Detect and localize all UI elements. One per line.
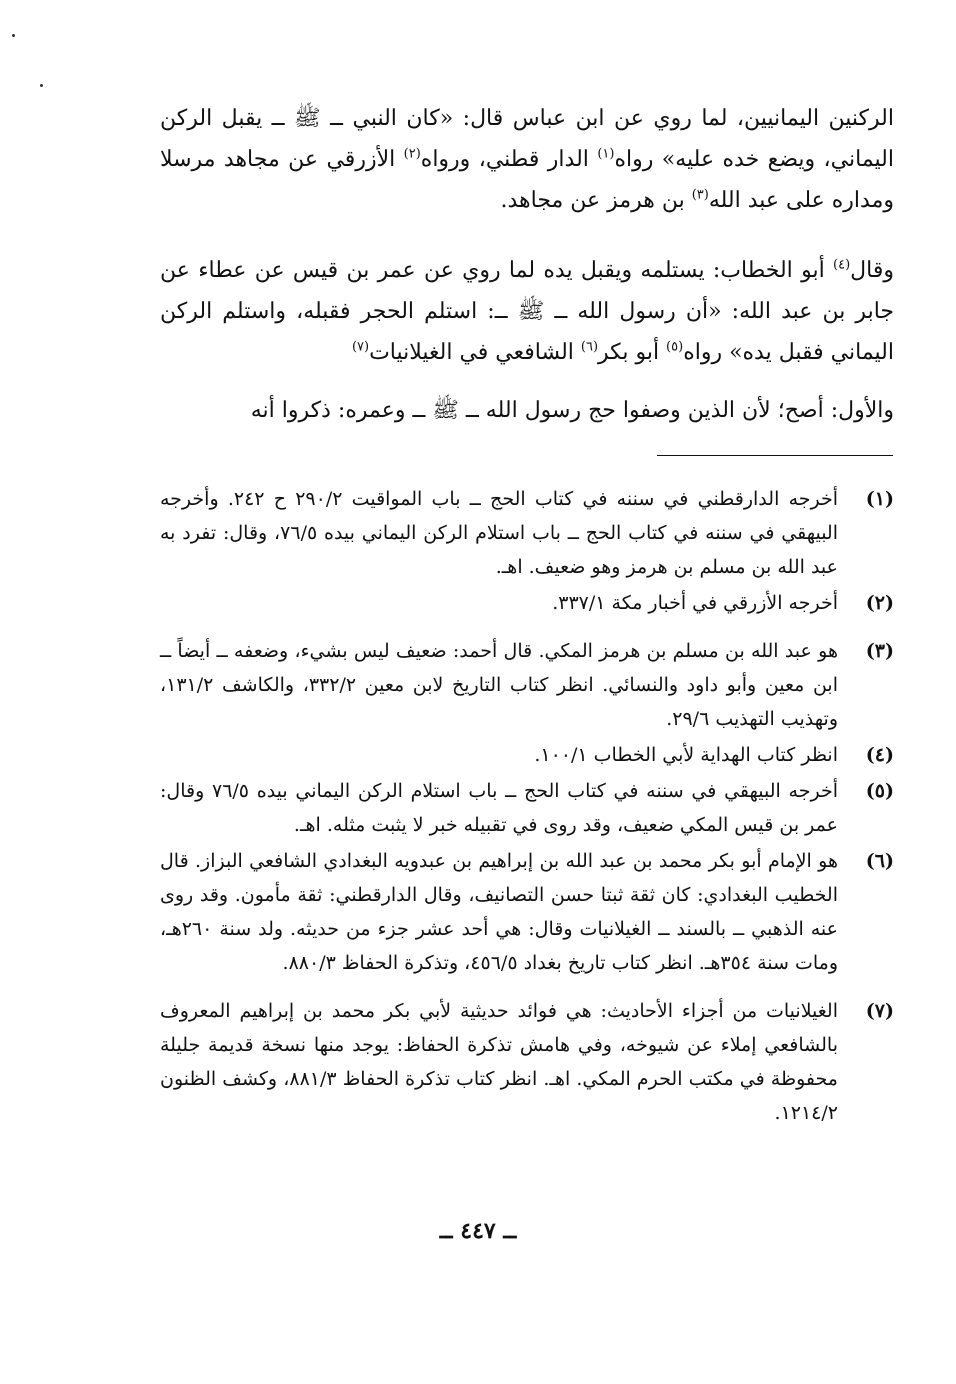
paragraph-text: الأزرقي عن مجاهد مرسلا ومداره على عبد الله — [160, 147, 894, 213]
footnote-number: (٥) — [865, 780, 894, 802]
footnote-ref-5[interactable]: (٥) — [666, 339, 684, 355]
footnote-text: هو عبد الله بن مسلم بن هرمز المكي. قال أحمد: ضعيف ليس بشيء، وضعفه ــ أيضاً ــ ابن معين وأبو داود والنسائي. انظر كتاب التاريخ لابن معين ٣٣٢/٢، والكاشف ١٣١/٢، وتهذيب التهذيب ٢٩/٦. — [160, 640, 838, 730]
footnote-number: (٤) — [865, 744, 894, 766]
footnote — [160, 738, 894, 772]
scan-speck — [12, 34, 15, 37]
footnote — [160, 774, 894, 842]
paragraph-text: الركنين اليمانيين، لما روي عن ابن عباس قال: «كان النبي ــ ﷺ ــ يقبل الركن اليماني، ويضع خده عليه» رواه — [160, 106, 894, 172]
footnote-ref-4[interactable]: (٤) — [833, 257, 851, 273]
main-paragraph-3: والأول: أصح؛ لأن الذين وصفوا حج رسول الله ــ ﷺ ــ وعمره: ذكروا أنه — [250, 398, 894, 423]
paragraph-text: وقال — [850, 258, 894, 283]
footnote-number: (٧) — [865, 1000, 894, 1022]
footnote — [160, 482, 894, 584]
paragraph-text: بن هرمز عن مجاهد. — [500, 188, 692, 213]
footnote-text: أخرجه الأزرقي في أخبار مكة ٣٣٧/١. — [552, 592, 838, 614]
footnote — [160, 994, 894, 1130]
footnote — [160, 634, 894, 736]
footnote-number: (١) — [865, 488, 894, 510]
page-number: ــ ٤٤٧ ــ — [439, 1218, 517, 1244]
footnote — [160, 844, 894, 980]
footnote-number: (٣) — [865, 640, 894, 662]
paragraph-text: أبو الخطاب: يستلمه ويقبل يده لما روي عن عمر بن قيس عن عطاء عن جابر بن عبد الله: «أن رسول الله ــ ﷺ ــ: استلم الحجر فقبله، واستلم الركن اليماني فقبل يده» رواه — [160, 258, 895, 365]
main-paragraph-2 — [160, 250, 894, 373]
main-paragraph-1 — [160, 98, 894, 221]
footnote-ref-1[interactable]: (١) — [597, 146, 615, 162]
paragraph-text: الدار قطني، ورواه — [420, 147, 598, 172]
footnote-ref-3[interactable]: (٣) — [691, 187, 709, 203]
footnote — [160, 586, 894, 620]
footnote-text: انظر كتاب الهداية لأبي الخطاب ١٠٠/١. — [534, 744, 838, 766]
footnote-ref-2[interactable]: (٢) — [403, 146, 421, 162]
footnotes — [160, 482, 894, 1132]
paragraph-text: أبو بكر — [598, 340, 667, 365]
footnote-text: هو الإمام أبو بكر محمد بن عبد الله بن إبراهيم بن عبدويه البغدادي الشافعي البزاز. قال الخطيب البغدادي: كان ثقة ثبتا حسن التصانيف، وقال الدارقطني: ثقة مأمون. وقد روى عنه الذهبي ــ بالسند ــ الغيلانيات وقال: هي أحد عشر جزء من حديثه. ولد سنة ٢٦٠هـ، ومات سنة ٣٥٤هـ. انظر كتاب تاريخ بغداد ٤٥٦/٥، وتذكرة الحفاظ ٨٨٠/٣. — [160, 850, 838, 974]
footnote-number: (٢) — [865, 592, 894, 614]
footnote-ref-6[interactable]: (٦) — [580, 339, 599, 355]
footnote-number: (٦) — [865, 850, 894, 872]
footnote-ref-7[interactable]: (٧) — [351, 339, 370, 355]
footnote-text: الغيلانيات من أجزاء الأحاديث: هي فوائد حديثية لأبي بكر محمد بن إبراهيم المعروف بالشافعي إملاء عن شيوخه، وفي هامش تذكرة الحفاظ: يوجد منها نسخة قديمة جليلة محفوظة في مكتب الحرم المكي. اهـ. انظر كتاب تذكرة الحفاظ ٨٨١/٣، وكشف الظنون ١٢١٤/٢. — [160, 1000, 838, 1124]
paragraph-text: الشافعي في الغيلانيات — [369, 340, 581, 365]
scan-speck — [40, 84, 43, 87]
footnote-separator — [657, 455, 893, 456]
footnote-text: أخرجه البيهقي في سننه في كتاب الحج ــ باب استلام الركن اليماني بيده ٧٦/٥ وقال: عمر بن قيس المكي ضعيف، وقد روى في تقبيله خبر لا يثبت مثله. اهـ. — [160, 780, 838, 836]
footnote-text: أخرجه الدارقطني في سننه في كتاب الحج ــ باب المواقيت ٢٩٠/٢ ح ٢٤٢. وأخرجه البيهقي في سننه في كتاب الحج ــ باب استلام الركن اليماني بيده ٧٦/٥، وقال: تفرد به عبد الله بن مسلم بن هرمز وهو ضعيف. اهـ. — [160, 488, 839, 578]
